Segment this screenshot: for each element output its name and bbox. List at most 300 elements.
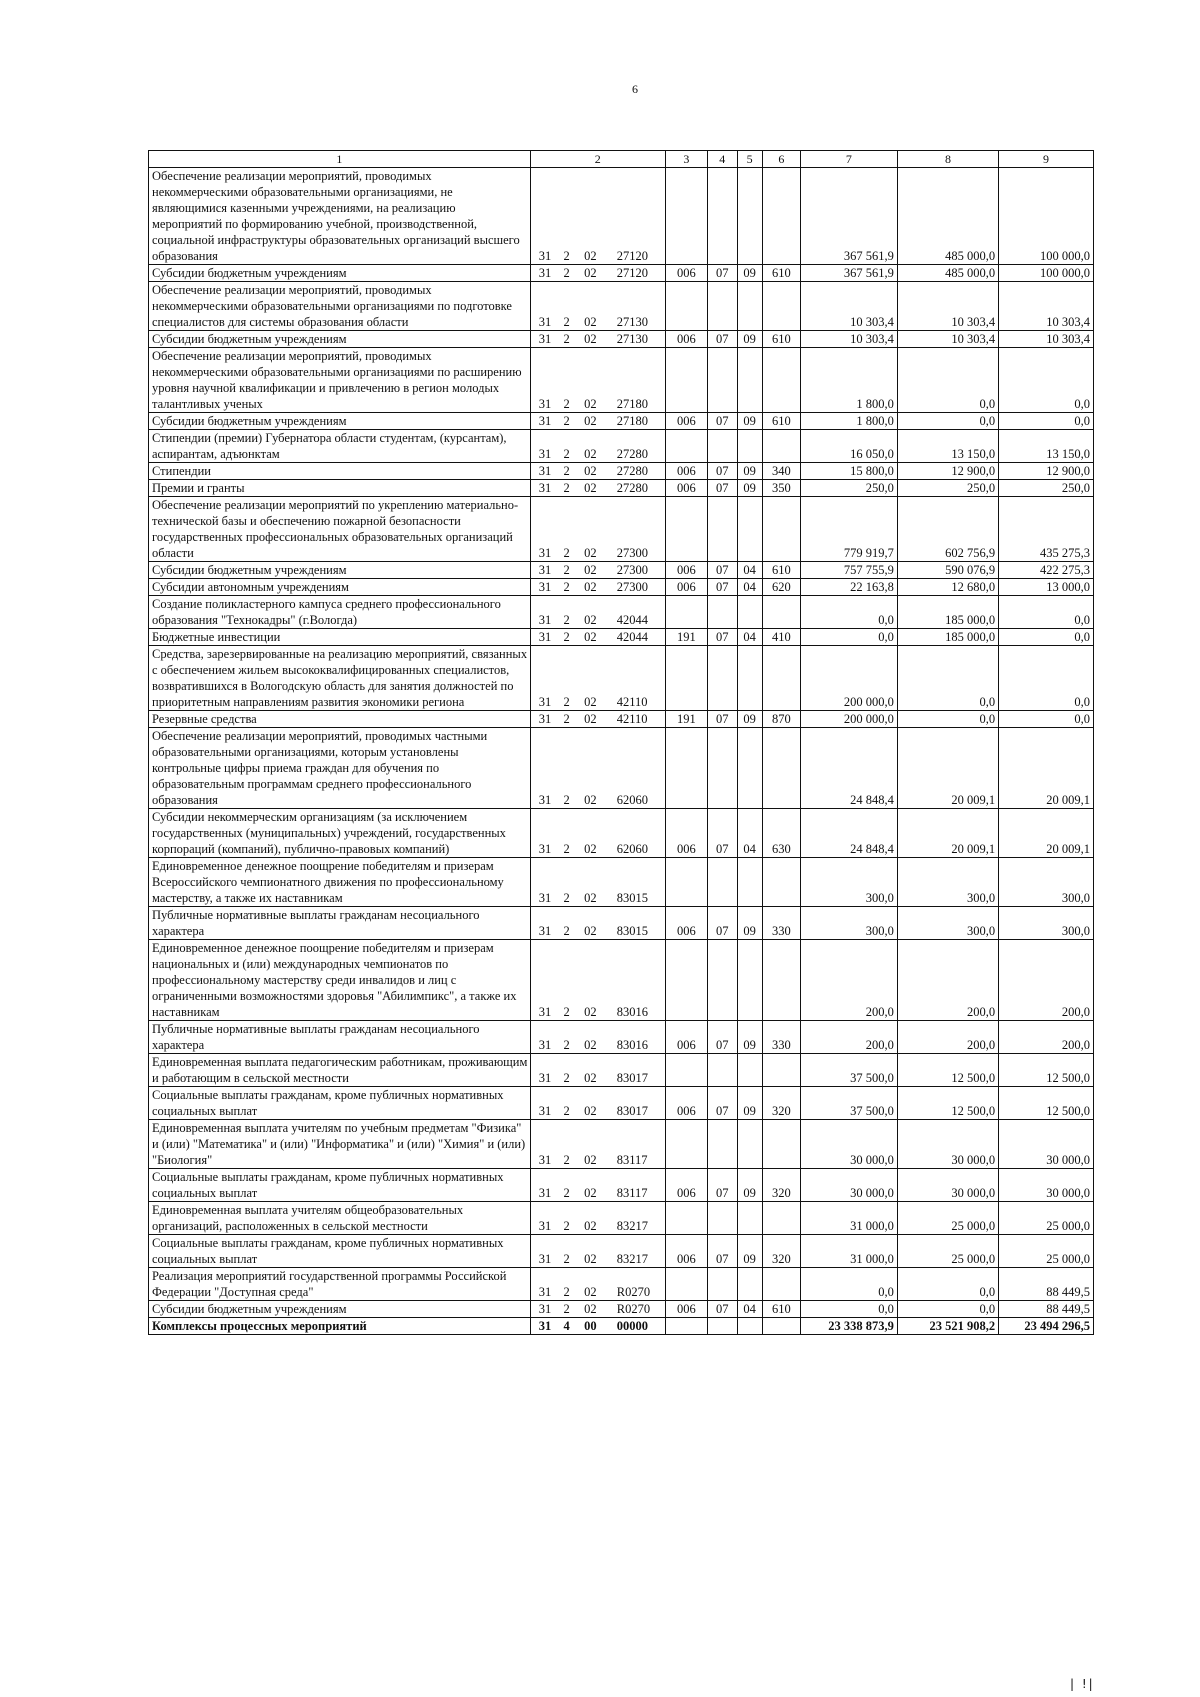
row-name: Обеспечение реализации мероприятий, проводимых некоммерческими образовательными организациями по расширению уровня научной квалификации и привлечению в регион молодых талантливых ученых — [149, 348, 531, 413]
code-subprogram: 02 — [584, 1186, 597, 1200]
row-name: Стипендии — [149, 463, 531, 480]
row-section — [707, 497, 737, 562]
row-expense-type — [762, 1318, 800, 1335]
row-subsection: 04 — [737, 579, 762, 596]
code-direction: 27280 — [616, 464, 649, 478]
code-type: 2 — [563, 580, 570, 594]
row-expense-type: 320 — [762, 1169, 800, 1202]
row-grbs — [665, 1120, 707, 1169]
row-expense-type: 350 — [762, 480, 800, 497]
row-value-8: 185 000,0 — [897, 629, 998, 646]
row-name: Социальные выплаты гражданам, кроме публичных нормативных социальных выплат — [149, 1087, 531, 1120]
row-value-7: 16 050,0 — [800, 430, 897, 463]
row-subsection: 04 — [737, 562, 762, 579]
code-program: 31 — [538, 1186, 552, 1200]
code-program: 31 — [538, 1285, 552, 1299]
row-value-8: 590 076,9 — [897, 562, 998, 579]
row-value-9: 12 900,0 — [999, 463, 1094, 480]
code-subprogram: 02 — [584, 414, 597, 428]
row-value-9: 0,0 — [999, 711, 1094, 728]
row-name: Создание поликластерного кампуса среднего профессионального образования "Технокадры" (г.Вологда) — [149, 596, 531, 629]
budget-table — [148, 150, 1094, 1335]
row-expense-type: 870 — [762, 711, 800, 728]
row-grbs: 191 — [665, 629, 707, 646]
code-subprogram: 02 — [584, 1302, 597, 1316]
row-value-7: 31 000,0 — [800, 1202, 897, 1235]
row-expense-type — [762, 1054, 800, 1087]
row-value-7: 10 303,4 — [800, 331, 897, 348]
row-name: Единовременная выплата педагогическим работникам, проживающим и работающим в сельской местности — [149, 1054, 531, 1087]
table-row — [149, 497, 1094, 562]
row-value-7: 31 000,0 — [800, 1235, 897, 1268]
row-subsection — [737, 1268, 762, 1301]
row-value-9: 30 000,0 — [999, 1169, 1094, 1202]
code-direction: 83015 — [616, 924, 649, 938]
row-grbs: 006 — [665, 579, 707, 596]
row-value-9: 200,0 — [999, 940, 1094, 1021]
row-name: Социальные выплаты гражданам, кроме публичных нормативных социальных выплат — [149, 1169, 531, 1202]
row-subsection: 09 — [737, 1235, 762, 1268]
row-section — [707, 1268, 737, 1301]
row-subsection — [737, 282, 762, 331]
row-grbs: 006 — [665, 1087, 707, 1120]
row-expense-type: 620 — [762, 579, 800, 596]
row-subsection: 09 — [737, 1087, 762, 1120]
row-value-9: 0,0 — [999, 646, 1094, 711]
row-program-code — [530, 265, 665, 282]
row-section — [707, 940, 737, 1021]
code-program: 31 — [538, 924, 552, 938]
code-program: 31 — [538, 563, 552, 577]
row-grbs — [665, 728, 707, 809]
row-name: Субсидии некоммерческим организациям (за исключением государственных (муниципальных) учреждений, государственных корпораций (компаний), публично-правовых компаний) — [149, 809, 531, 858]
code-type: 2 — [563, 1104, 570, 1118]
code-subprogram: 02 — [584, 315, 597, 329]
row-value-8: 485 000,0 — [897, 265, 998, 282]
table-row — [149, 809, 1094, 858]
table-row — [149, 265, 1094, 282]
code-type: 2 — [563, 563, 570, 577]
code-direction: 83117 — [616, 1186, 648, 1200]
row-name: Субсидии бюджетным учреждениям — [149, 331, 531, 348]
code-type: 2 — [563, 249, 570, 263]
row-program-code — [530, 629, 665, 646]
code-program: 31 — [538, 1302, 552, 1316]
code-type: 2 — [563, 1153, 570, 1167]
row-name: Обеспечение реализации мероприятий, проводимых некоммерческими образовательными организациями по подготовке специалистов для системы образования области — [149, 282, 531, 331]
row-value-7: 200,0 — [800, 1021, 897, 1054]
table-body — [149, 168, 1094, 1335]
row-value-9: 12 500,0 — [999, 1087, 1094, 1120]
code-direction: 62060 — [616, 842, 649, 856]
row-value-8: 12 500,0 — [897, 1087, 998, 1120]
row-subsection: 09 — [737, 480, 762, 497]
code-direction: 27280 — [616, 481, 649, 495]
code-direction: 27130 — [616, 315, 649, 329]
table-row — [149, 1087, 1094, 1120]
row-section: 07 — [707, 809, 737, 858]
row-grbs — [665, 497, 707, 562]
row-grbs: 006 — [665, 1021, 707, 1054]
row-program-code — [530, 480, 665, 497]
row-program-code — [530, 430, 665, 463]
row-expense-type — [762, 497, 800, 562]
row-name: Обеспечение реализации мероприятий, проводимых некоммерческими образовательными организациями, не являющимися казенными учреждениями, на реализацию мероприятий по формированию учебной, производственной, социальной инфраструктуры образовательных организаций высшего образования — [149, 168, 531, 265]
code-type: 2 — [563, 712, 570, 726]
header-col-7: 7 — [800, 151, 897, 168]
code-type: 2 — [563, 695, 570, 709]
row-grbs: 006 — [665, 1235, 707, 1268]
row-value-7: 24 848,4 — [800, 728, 897, 809]
row-value-8: 30 000,0 — [897, 1120, 998, 1169]
code-direction: 27180 — [616, 414, 649, 428]
code-direction: 83117 — [616, 1153, 648, 1167]
code-program: 31 — [538, 315, 552, 329]
code-subprogram: 02 — [584, 1219, 597, 1233]
code-direction: 27300 — [616, 546, 649, 560]
row-value-7: 300,0 — [800, 907, 897, 940]
code-type: 2 — [563, 842, 570, 856]
code-type: 2 — [563, 464, 570, 478]
table-row — [149, 940, 1094, 1021]
code-subprogram: 02 — [584, 793, 597, 807]
row-value-9: 20 009,1 — [999, 809, 1094, 858]
code-program: 31 — [538, 464, 552, 478]
code-subprogram: 02 — [584, 1252, 597, 1266]
row-value-9: 0,0 — [999, 629, 1094, 646]
row-program-code — [530, 1087, 665, 1120]
row-section: 07 — [707, 480, 737, 497]
row-section — [707, 1120, 737, 1169]
row-subsection: 04 — [737, 1301, 762, 1318]
row-value-9: 23 494 296,5 — [999, 1318, 1094, 1335]
row-program-code — [530, 497, 665, 562]
page-number: 6 — [632, 82, 638, 96]
code-direction: 27130 — [616, 332, 649, 346]
row-name: Субсидии бюджетным учреждениям — [149, 1301, 531, 1318]
table-row — [149, 1301, 1094, 1318]
row-program-code — [530, 1054, 665, 1087]
code-program: 31 — [538, 580, 552, 594]
code-direction: 83217 — [616, 1252, 649, 1266]
row-value-9: 88 449,5 — [999, 1301, 1094, 1318]
code-program: 31 — [538, 1219, 552, 1233]
code-program: 31 — [538, 630, 552, 644]
row-name: Субсидии бюджетным учреждениям — [149, 265, 531, 282]
row-value-7: 200 000,0 — [800, 646, 897, 711]
row-value-9: 13 000,0 — [999, 579, 1094, 596]
row-expense-type — [762, 940, 800, 1021]
table-row — [149, 1235, 1094, 1268]
row-expense-type — [762, 1268, 800, 1301]
code-subprogram: 02 — [584, 580, 597, 594]
code-subprogram: 02 — [584, 1005, 597, 1019]
code-subprogram: 02 — [584, 1153, 597, 1167]
header-col-8: 8 — [897, 151, 998, 168]
code-subprogram: 02 — [584, 712, 597, 726]
row-program-code — [530, 348, 665, 413]
header-col-6: 6 — [762, 151, 800, 168]
table-row — [149, 858, 1094, 907]
row-section — [707, 596, 737, 629]
row-program-code — [530, 562, 665, 579]
row-value-7: 0,0 — [800, 629, 897, 646]
row-grbs — [665, 168, 707, 265]
code-program: 31 — [538, 1071, 552, 1085]
code-type: 2 — [563, 1071, 570, 1085]
row-subsection: 04 — [737, 809, 762, 858]
row-section: 07 — [707, 1087, 737, 1120]
code-direction: 27280 — [616, 447, 649, 461]
code-program: 31 — [538, 1252, 552, 1266]
row-value-9: 25 000,0 — [999, 1235, 1094, 1268]
code-subprogram: 02 — [584, 924, 597, 938]
code-program: 31 — [538, 266, 552, 280]
row-name: Бюджетные инвестиции — [149, 629, 531, 646]
row-program-code — [530, 1120, 665, 1169]
row-expense-type: 330 — [762, 1021, 800, 1054]
row-section: 07 — [707, 463, 737, 480]
row-program-code — [530, 1268, 665, 1301]
table-row — [149, 1021, 1094, 1054]
code-direction: 42110 — [616, 712, 648, 726]
row-value-7: 37 500,0 — [800, 1054, 897, 1087]
row-value-8: 25 000,0 — [897, 1235, 998, 1268]
row-expense-type — [762, 1202, 800, 1235]
row-value-8: 20 009,1 — [897, 809, 998, 858]
code-program: 31 — [538, 332, 552, 346]
row-name: Единовременная выплата учителям общеобразовательных организаций, расположенных в сельской местности — [149, 1202, 531, 1235]
row-value-7: 30 000,0 — [800, 1169, 897, 1202]
code-subprogram: 02 — [584, 630, 597, 644]
row-name: Субсидии бюджетным учреждениям — [149, 562, 531, 579]
row-value-7: 1 800,0 — [800, 413, 897, 430]
code-type: 2 — [563, 1252, 570, 1266]
code-type: 2 — [563, 266, 570, 280]
code-direction: 27300 — [616, 563, 649, 577]
row-grbs — [665, 1202, 707, 1235]
code-type: 2 — [563, 1186, 570, 1200]
table-row — [149, 413, 1094, 430]
row-grbs: 006 — [665, 809, 707, 858]
row-program-code — [530, 858, 665, 907]
code-program: 31 — [538, 891, 552, 905]
row-value-7: 15 800,0 — [800, 463, 897, 480]
code-subprogram: 02 — [584, 464, 597, 478]
row-section — [707, 168, 737, 265]
row-section: 07 — [707, 629, 737, 646]
row-expense-type: 610 — [762, 562, 800, 579]
row-section — [707, 858, 737, 907]
code-program: 31 — [538, 414, 552, 428]
row-value-9: 25 000,0 — [999, 1202, 1094, 1235]
code-direction: 83017 — [616, 1104, 649, 1118]
table-row — [149, 629, 1094, 646]
row-name: Стипендии (премии) Губернатора области студентам, (курсантам), аспирантам, адъюнктам — [149, 430, 531, 463]
row-value-8: 0,0 — [897, 1268, 998, 1301]
row-section: 07 — [707, 1235, 737, 1268]
code-program: 31 — [538, 793, 552, 807]
code-subprogram: 02 — [584, 1038, 597, 1052]
code-type: 2 — [563, 481, 570, 495]
code-program: 31 — [538, 397, 552, 411]
row-value-8: 300,0 — [897, 858, 998, 907]
row-value-8: 200,0 — [897, 940, 998, 1021]
code-subprogram: 02 — [584, 1285, 597, 1299]
row-section: 07 — [707, 1021, 737, 1054]
table-row — [149, 596, 1094, 629]
row-name: Субсидии автономным учреждениям — [149, 579, 531, 596]
code-subprogram: 02 — [584, 481, 597, 495]
row-subsection: 09 — [737, 1169, 762, 1202]
row-value-7: 23 338 873,9 — [800, 1318, 897, 1335]
row-expense-type — [762, 728, 800, 809]
header-col-2: 2 — [530, 151, 665, 168]
row-name: Единовременное денежное поощрение победителям и призерам национальных и (или) международных чемпионатов по профессиональному мастерству среди инвалидов и лиц с ограниченными возможностями здоровья "Абилимпикс", а также их наставникам — [149, 940, 531, 1021]
row-program-code — [530, 1301, 665, 1318]
code-program: 31 — [538, 249, 552, 263]
row-value-7: 367 561,9 — [800, 168, 897, 265]
code-direction: R0270 — [616, 1302, 651, 1316]
margin-mark: | !| — [1070, 1677, 1095, 1691]
table-row — [149, 646, 1094, 711]
row-program-code — [530, 1318, 665, 1335]
table-row — [149, 907, 1094, 940]
code-direction: 83016 — [616, 1005, 649, 1019]
row-subsection — [737, 168, 762, 265]
row-subsection — [737, 1202, 762, 1235]
row-value-8: 0,0 — [897, 711, 998, 728]
row-program-code — [530, 728, 665, 809]
row-grbs — [665, 940, 707, 1021]
row-name: Единовременная выплата учителям по учебным предметам "Физика" и (или) "Математика" и (или) "Информатика" и (или) "Химия" и (или) "Биология" — [149, 1120, 531, 1169]
row-value-9: 100 000,0 — [999, 168, 1094, 265]
row-value-7: 757 755,9 — [800, 562, 897, 579]
row-program-code — [530, 282, 665, 331]
code-subprogram: 02 — [584, 842, 597, 856]
row-grbs — [665, 1318, 707, 1335]
table-row — [149, 430, 1094, 463]
row-subsection: 09 — [737, 463, 762, 480]
row-value-9: 20 009,1 — [999, 728, 1094, 809]
header-row — [149, 151, 1094, 168]
row-grbs — [665, 1054, 707, 1087]
table-row — [149, 463, 1094, 480]
row-value-8: 10 303,4 — [897, 331, 998, 348]
row-value-7: 779 919,7 — [800, 497, 897, 562]
row-grbs — [665, 646, 707, 711]
row-grbs: 006 — [665, 1301, 707, 1318]
row-subsection: 09 — [737, 1021, 762, 1054]
row-value-8: 0,0 — [897, 1301, 998, 1318]
row-value-8: 0,0 — [897, 413, 998, 430]
row-value-8: 12 680,0 — [897, 579, 998, 596]
table-row — [149, 728, 1094, 809]
table-row — [149, 480, 1094, 497]
row-value-8: 12 900,0 — [897, 463, 998, 480]
code-type: 2 — [563, 613, 570, 627]
row-name: Обеспечение реализации мероприятий по укреплению материально-технической базы и обеспечению пожарной безопасности государственных профессиональных образовательных организаций области — [149, 497, 531, 562]
row-program-code — [530, 1235, 665, 1268]
code-subprogram: 02 — [584, 447, 597, 461]
row-expense-type: 610 — [762, 1301, 800, 1318]
code-program: 31 — [538, 1319, 552, 1333]
row-program-code — [530, 809, 665, 858]
row-program-code — [530, 168, 665, 265]
row-subsection: 09 — [737, 907, 762, 940]
row-subsection — [737, 497, 762, 562]
row-value-8: 485 000,0 — [897, 168, 998, 265]
row-name: Премии и гранты — [149, 480, 531, 497]
row-program-code — [530, 596, 665, 629]
row-program-code — [530, 1169, 665, 1202]
row-subsection — [737, 348, 762, 413]
table-row — [149, 1054, 1094, 1087]
code-subprogram: 02 — [584, 613, 597, 627]
row-expense-type — [762, 430, 800, 463]
row-grbs: 191 — [665, 711, 707, 728]
row-value-7: 30 000,0 — [800, 1120, 897, 1169]
row-section — [707, 430, 737, 463]
code-type: 4 — [563, 1319, 570, 1333]
code-type: 2 — [563, 397, 570, 411]
code-direction: R0270 — [616, 1285, 651, 1299]
row-value-7: 0,0 — [800, 1268, 897, 1301]
row-name: Комплексы процессных мероприятий — [149, 1318, 531, 1335]
row-expense-type — [762, 168, 800, 265]
row-value-9: 10 303,4 — [999, 331, 1094, 348]
row-value-8: 23 521 908,2 — [897, 1318, 998, 1335]
row-name: Реализация мероприятий государственной программы Российской Федерации "Доступная среда" — [149, 1268, 531, 1301]
row-expense-type: 340 — [762, 463, 800, 480]
code-program: 31 — [538, 613, 552, 627]
row-grbs: 006 — [665, 413, 707, 430]
row-expense-type: 630 — [762, 809, 800, 858]
row-section: 07 — [707, 711, 737, 728]
row-value-9: 0,0 — [999, 348, 1094, 413]
row-value-8: 10 303,4 — [897, 282, 998, 331]
code-subprogram: 02 — [584, 1104, 597, 1118]
header-col-3: 3 — [665, 151, 707, 168]
row-value-7: 1 800,0 — [800, 348, 897, 413]
row-value-7: 24 848,4 — [800, 809, 897, 858]
row-value-8: 20 009,1 — [897, 728, 998, 809]
code-direction: 83015 — [616, 891, 649, 905]
row-name: Субсидии бюджетным учреждениям — [149, 413, 531, 430]
table-row — [149, 348, 1094, 413]
row-grbs: 006 — [665, 562, 707, 579]
code-direction: 42044 — [616, 613, 649, 627]
table-row — [149, 1202, 1094, 1235]
row-value-9: 100 000,0 — [999, 265, 1094, 282]
row-expense-type: 320 — [762, 1235, 800, 1268]
code-type: 2 — [563, 315, 570, 329]
row-expense-type: 610 — [762, 413, 800, 430]
row-value-9: 300,0 — [999, 858, 1094, 907]
row-subsection — [737, 940, 762, 1021]
row-value-8: 12 500,0 — [897, 1054, 998, 1087]
row-value-8: 0,0 — [897, 646, 998, 711]
row-subsection — [737, 596, 762, 629]
row-name: Социальные выплаты гражданам, кроме публичных нормативных социальных выплат — [149, 1235, 531, 1268]
row-value-7: 367 561,9 — [800, 265, 897, 282]
code-type: 2 — [563, 1302, 570, 1316]
row-program-code — [530, 646, 665, 711]
row-program-code — [530, 940, 665, 1021]
row-expense-type: 610 — [762, 331, 800, 348]
row-subsection: 04 — [737, 629, 762, 646]
row-value-8: 30 000,0 — [897, 1169, 998, 1202]
